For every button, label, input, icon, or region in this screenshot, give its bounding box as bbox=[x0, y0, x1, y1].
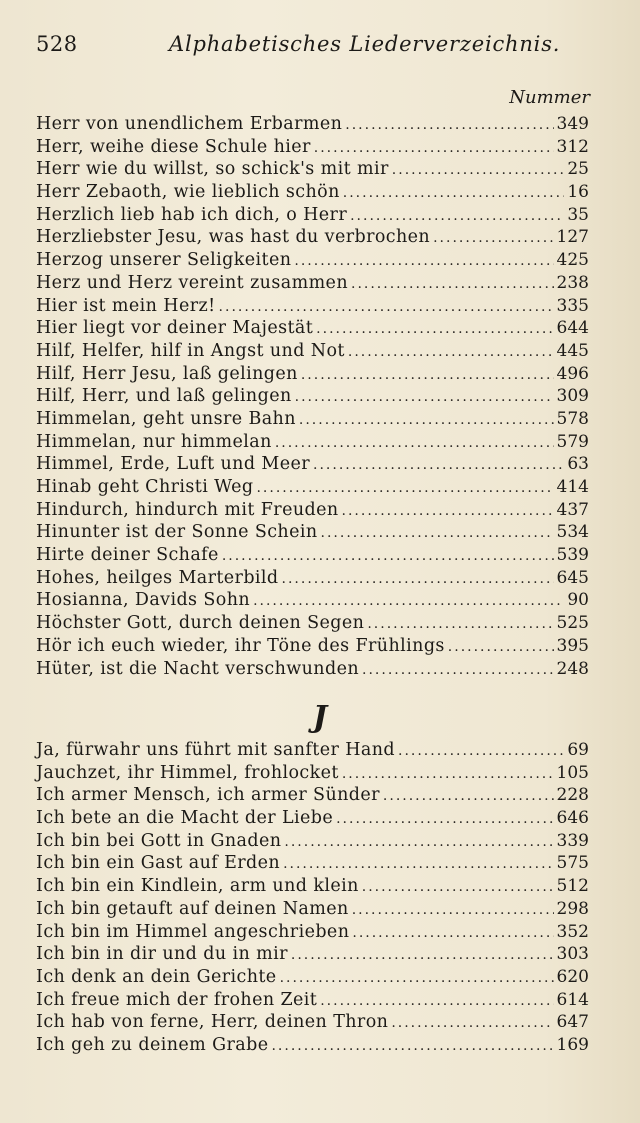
entry-title: Hilf, Herr, und laß gelingen bbox=[36, 386, 292, 407]
entry-number: 525 bbox=[556, 613, 589, 634]
dot-leader bbox=[271, 1035, 553, 1058]
entry-number: 646 bbox=[556, 808, 589, 829]
entry-number: 238 bbox=[556, 272, 589, 293]
entry-number: 578 bbox=[556, 408, 589, 429]
entry-title: Höchster Gott, durch deinen Segen bbox=[36, 613, 365, 634]
dot-leader bbox=[283, 853, 553, 876]
dot-leader bbox=[433, 227, 553, 250]
entry-title: Himmel, Erde, Luft und Meer bbox=[36, 454, 311, 475]
list-item bbox=[36, 807, 589, 830]
entry-number: 445 bbox=[556, 340, 589, 361]
entry-title: Herr, weihe diese Schule hier bbox=[36, 136, 311, 157]
entry-title: Ich freue mich der frohen Zeit bbox=[36, 989, 318, 1010]
list-item bbox=[36, 966, 589, 989]
entry-title: Ja, fürwahr uns führt mit sanfter Hand bbox=[36, 740, 395, 760]
list-item bbox=[36, 363, 589, 386]
entry-title: Ich bin getauft auf deinen Namen bbox=[36, 898, 349, 919]
entry-number: 335 bbox=[556, 295, 589, 316]
dot-leader bbox=[321, 522, 554, 545]
entry-number: 35 bbox=[567, 204, 589, 225]
list-item bbox=[36, 739, 589, 762]
entry-title: Ich bin ein Kindlein, arm und klein bbox=[36, 876, 359, 897]
column-heading: Nummer bbox=[509, 87, 590, 108]
entry-title: Ich hab von ferne, Herr, deinen Thron bbox=[36, 1012, 389, 1033]
dot-leader bbox=[313, 454, 564, 477]
dot-leader bbox=[284, 831, 553, 854]
list-item bbox=[36, 1011, 589, 1034]
dot-leader bbox=[320, 990, 553, 1013]
list-item bbox=[36, 544, 589, 567]
list-item bbox=[36, 898, 589, 921]
entry-list-j bbox=[36, 739, 589, 1057]
list-item bbox=[36, 612, 589, 635]
entry-title: Ich bete an die Macht der Liebe bbox=[36, 808, 334, 829]
list-item bbox=[36, 499, 589, 522]
entry-title: Hindurch, hindurch mit Freuden bbox=[36, 499, 339, 520]
entry-title: Ich bin in dir und du in mir bbox=[36, 944, 288, 965]
dot-leader bbox=[301, 364, 554, 387]
entry-title: Herzlich lieb hab ich dich, o Herr bbox=[36, 204, 348, 225]
dot-leader bbox=[253, 590, 564, 613]
entry-number: 644 bbox=[556, 318, 589, 339]
entry-title: Hirte deiner Schafe bbox=[36, 545, 219, 566]
entry-number: 349 bbox=[556, 114, 589, 134]
list-item bbox=[36, 181, 589, 204]
dot-leader bbox=[275, 432, 554, 455]
dot-leader bbox=[383, 785, 554, 808]
dot-leader bbox=[294, 250, 553, 273]
dot-leader bbox=[352, 922, 553, 945]
dot-leader bbox=[299, 409, 554, 432]
entry-number: 395 bbox=[556, 635, 589, 656]
list-item bbox=[36, 408, 589, 431]
list-item bbox=[36, 453, 589, 476]
entry-title: Hinunter ist der Sonne Schein bbox=[36, 522, 318, 543]
entry-number: 169 bbox=[556, 1034, 589, 1055]
entry-title: Hier liegt vor deiner Majestät bbox=[36, 318, 314, 339]
entry-title: Ich armer Mensch, ich armer Sünder bbox=[36, 785, 380, 806]
running-title: Alphabetisches Liederverzeichnis. bbox=[169, 32, 561, 56]
dot-leader bbox=[343, 182, 565, 205]
dot-leader bbox=[316, 318, 553, 341]
entry-title: Hüter, ist die Nacht verschwunden bbox=[36, 658, 360, 679]
entry-title: Herr Zebaoth, wie lieblich schön bbox=[36, 182, 340, 203]
entry-title: Ich geh zu deinem Grabe bbox=[36, 1034, 269, 1055]
dot-leader bbox=[348, 341, 554, 364]
dot-leader bbox=[291, 944, 554, 967]
list-item bbox=[36, 762, 589, 785]
dot-leader bbox=[398, 740, 564, 763]
entry-title: Himmelan, geht unsre Bahn bbox=[36, 408, 296, 429]
entry-title: Herz und Herz vereint zusammen bbox=[36, 272, 348, 293]
list-item bbox=[36, 113, 589, 136]
entry-title: Jauchzet, ihr Himmel, frohlocket bbox=[36, 762, 339, 783]
entry-title: Hilf, Helfer, hilf in Angst und Not bbox=[36, 340, 345, 361]
entry-number: 575 bbox=[556, 853, 589, 874]
entry-title: Hinab geht Christi Weg bbox=[36, 477, 254, 497]
entry-number: 579 bbox=[556, 431, 589, 452]
entry-number: 425 bbox=[556, 250, 589, 271]
entry-title: Ich denk an dein Gerichte bbox=[36, 966, 277, 987]
page-number: 528 bbox=[36, 32, 78, 56]
entry-number: 69 bbox=[567, 740, 589, 760]
dot-leader bbox=[222, 545, 554, 568]
entry-number: 16 bbox=[567, 182, 589, 203]
list-item bbox=[36, 830, 589, 853]
list-item bbox=[36, 385, 589, 408]
entry-title: Herzliebster Jesu, was hast du verbrochen bbox=[36, 227, 431, 248]
entry-number: 539 bbox=[556, 545, 589, 566]
dot-leader bbox=[314, 137, 554, 160]
dot-leader bbox=[342, 763, 554, 786]
entry-number: 248 bbox=[556, 658, 589, 679]
dot-leader bbox=[282, 568, 554, 591]
dot-leader bbox=[362, 876, 554, 899]
dot-leader bbox=[367, 613, 553, 636]
dot-leader bbox=[392, 159, 565, 182]
entry-number: 534 bbox=[556, 522, 589, 543]
list-item bbox=[36, 226, 589, 249]
entry-number: 90 bbox=[567, 590, 589, 611]
dot-leader bbox=[345, 114, 553, 137]
entry-number: 647 bbox=[556, 1012, 589, 1033]
entry-title: Ich bin ein Gast auf Erden bbox=[36, 853, 281, 874]
entry-title: Ich bin im Himmel angeschrieben bbox=[36, 921, 350, 942]
dot-leader bbox=[350, 205, 564, 228]
entry-number: 496 bbox=[556, 363, 589, 384]
entry-number: 228 bbox=[556, 785, 589, 806]
list-item bbox=[36, 295, 589, 318]
list-item bbox=[36, 943, 589, 966]
entry-number: 352 bbox=[556, 921, 589, 942]
page-header bbox=[36, 32, 598, 62]
list-item bbox=[36, 158, 589, 181]
entry-number: 298 bbox=[556, 898, 589, 919]
entry-title: Hör ich euch wieder, ihr Töne des Frühlings bbox=[36, 635, 445, 656]
dot-leader bbox=[391, 1012, 553, 1035]
entry-number: 437 bbox=[556, 499, 589, 520]
dot-leader bbox=[280, 967, 554, 990]
list-item bbox=[36, 658, 589, 681]
list-item bbox=[36, 136, 589, 159]
entry-number: 309 bbox=[556, 386, 589, 407]
dot-leader bbox=[219, 296, 554, 319]
list-item bbox=[36, 317, 589, 340]
entry-number: 614 bbox=[556, 989, 589, 1010]
list-item bbox=[36, 875, 589, 898]
dot-leader bbox=[448, 636, 554, 659]
section-letter: J bbox=[312, 700, 328, 735]
list-item bbox=[36, 589, 589, 612]
list-item bbox=[36, 272, 589, 295]
list-item bbox=[36, 521, 589, 544]
entry-number: 105 bbox=[556, 762, 589, 783]
entry-number: 63 bbox=[567, 454, 589, 475]
dot-leader bbox=[295, 386, 554, 409]
list-item bbox=[36, 249, 589, 272]
entry-number: 25 bbox=[567, 159, 589, 180]
list-item bbox=[36, 431, 589, 454]
list-item bbox=[36, 921, 589, 944]
entry-title: Hier ist mein Herz! bbox=[36, 295, 216, 316]
entry-number: 620 bbox=[556, 966, 589, 987]
list-item bbox=[36, 204, 589, 227]
entry-list-h bbox=[36, 113, 589, 680]
entry-number: 645 bbox=[556, 567, 589, 588]
list-item bbox=[36, 852, 589, 875]
dot-leader bbox=[336, 808, 553, 831]
list-item bbox=[36, 476, 589, 499]
entry-number: 127 bbox=[556, 227, 589, 248]
entry-title: Herzog unserer Seligkeiten bbox=[36, 250, 292, 271]
list-item bbox=[36, 989, 589, 1012]
entry-number: 303 bbox=[556, 944, 589, 965]
dot-leader bbox=[352, 899, 554, 922]
entry-title: Hohes, heilges Marterbild bbox=[36, 567, 279, 588]
dot-leader bbox=[342, 500, 554, 523]
dot-leader bbox=[362, 659, 554, 682]
entry-title: Ich bin bei Gott in Gnaden bbox=[36, 830, 282, 851]
dot-leader bbox=[256, 477, 553, 500]
entry-title: Hilf, Herr Jesu, laß gelingen bbox=[36, 363, 298, 384]
entry-number: 512 bbox=[556, 876, 589, 897]
list-item bbox=[36, 567, 589, 590]
entry-number: 414 bbox=[556, 477, 589, 497]
list-item bbox=[36, 340, 589, 363]
entry-title: Herr wie du willst, so schick's mit mir bbox=[36, 159, 389, 180]
entry-number: 339 bbox=[556, 830, 589, 851]
entry-number: 312 bbox=[556, 136, 589, 157]
entry-title: Himmelan, nur himmelan bbox=[36, 431, 272, 452]
entry-title: Herr von unendlichem Erbarmen bbox=[36, 114, 343, 134]
list-item bbox=[36, 784, 589, 807]
entry-title: Hosianna, Davids Sohn bbox=[36, 590, 251, 611]
list-item bbox=[36, 1034, 589, 1057]
dot-leader bbox=[351, 273, 554, 296]
list-item bbox=[36, 635, 589, 658]
